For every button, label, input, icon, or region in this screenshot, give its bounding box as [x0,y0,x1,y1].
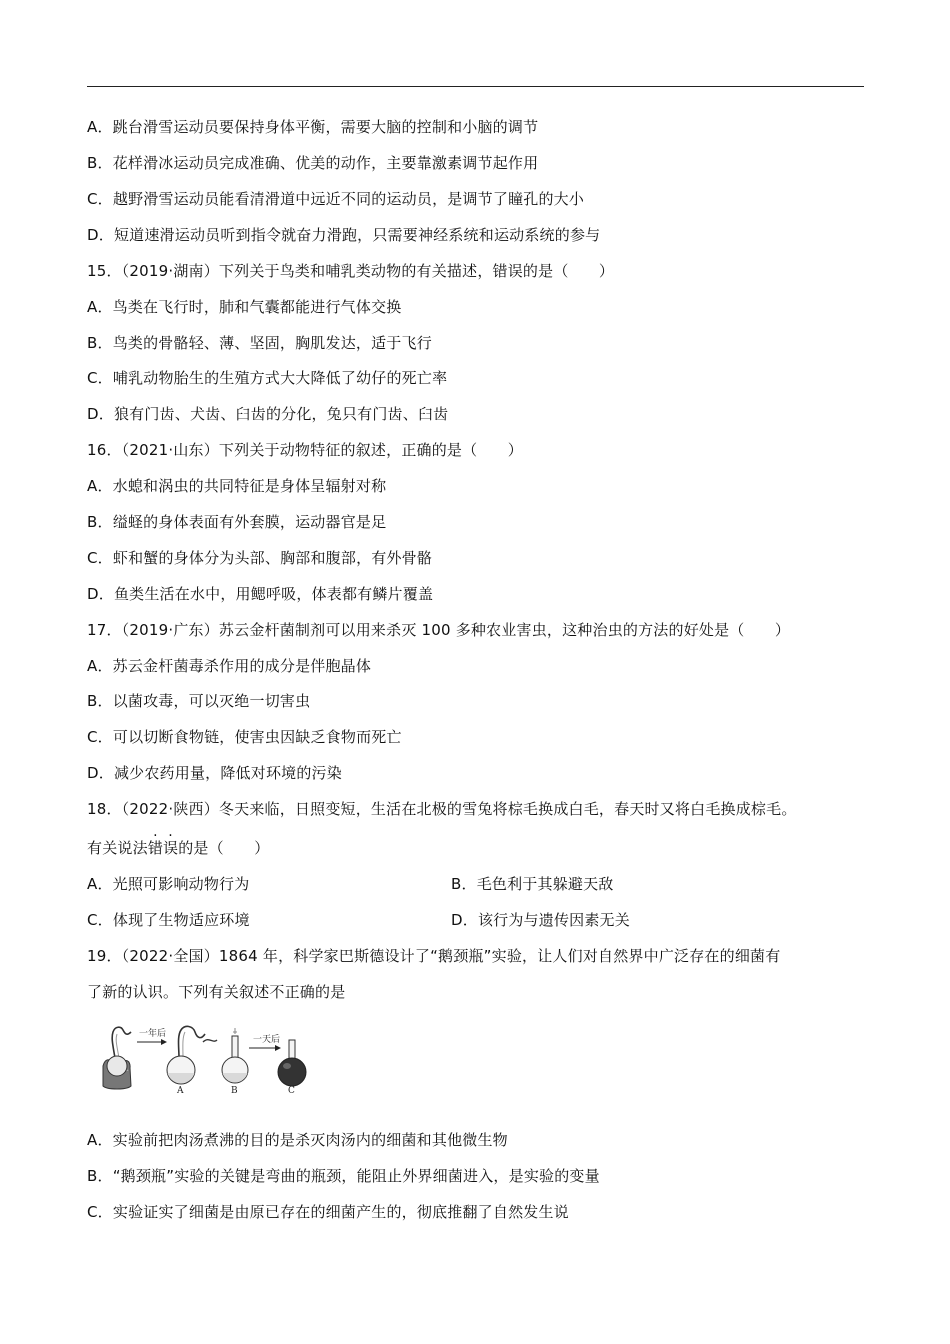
q18-option-d: D．该行为与遗传因素无关 [451,911,630,929]
emph-char-2: 误 [163,839,179,857]
swan-neck-flask-figure [97,1018,327,1094]
q17-option-d: D．减少农药用量，降低对环境的污染 [87,764,342,782]
arrow-one-day [249,1033,281,1051]
q15-option-d: D．狼有门齿、犬齿、臼齿的分化，兔只有门齿、臼齿 [87,405,449,423]
broken-neck-icon [203,1040,217,1042]
q16-option-a: A．水螅和涡虫的共同特征是身体呈辐射对称 [87,477,387,495]
q18-stem-line1: 18．（2022·陕西）冬天来临，日照变短，生活在北极的雪兔将棕毛换成白毛，春天时又将白毛换成棕毛。 [87,800,797,818]
q19-option-c: C．实验证实了细菌是由原已存在的细菌产生的，彻底推翻了自然发生说 [87,1203,569,1221]
q17-stem: 17．（2019·广东）苏云金杆菌制剂可以用来杀灭 100 多种农业害虫，这种治虫的方法的好处是（ ） [87,621,791,639]
arrow-one-day-label: 一天后 [253,1035,281,1045]
q18-stem-emphasis [148,839,178,857]
q14-option-a: A．跳台滑雪运动员要保持身体平衡，需要大脑的控制和小脑的调节 [87,118,539,136]
q18-stem-post: 的是（ ） [178,839,270,857]
q14-option-d: D．短道速滑运动员听到指令就奋力滑跑，只需要神经系统和运动系统的参与 [87,226,601,244]
q18-option-c: C．体现了生物适应环境 [87,911,250,929]
q19-option-b: B．“鹅颈瓶”实验的关键是弯曲的瓶颈，能阻止外界细菌进入，是实验的变量 [87,1167,600,1185]
flask-a-icon [167,1026,205,1094]
q15-option-c: C．哺乳动物胎生的生殖方式大大降低了幼仔的死亡率 [87,369,448,387]
q18-options-row-1 [87,874,614,894]
q19-stem-line1: 19．（2022·全国）1864 年，科学家巴斯德设计了“鹅颈瓶”实验，让人们对自然界中广泛存在的细菌有 [87,947,781,965]
q18-stem-pre: 有关说法 [87,839,148,857]
q16-option-b: B．缢蛏的身体表面有外套膜，运动器官是足 [87,513,387,531]
flask-c-icon [278,1040,306,1094]
q18-option-b: B．毛色利于其躲避天敌 [451,875,614,893]
arrow-one-year-label: 一年后 [139,1029,167,1039]
emph-char-1: 错 [147,839,164,857]
q18-options-row-2 [87,910,630,930]
q14-option-b: B．花样滑冰运动员完成准确、优美的动作，主要靠激素调节起作用 [87,154,539,172]
q15-stem: 15．（2019·湖南）下列关于鸟类和哺乳类动物的有关描述，错误的是（ ） [87,262,615,280]
q18-option-a: A．光照可影响动物行为 [87,875,250,893]
q18-stem-line2 [87,838,269,858]
q19-option-a: A．实验前把肉汤煮沸的目的是杀灭肉汤内的细菌和其他微生物 [87,1131,508,1149]
q17-option-b: B．以菌攻毒，可以灭绝一切害虫 [87,692,311,710]
header-rule [87,86,864,87]
q17-option-c: C．可以切断食物链，使害虫因缺乏食物而死亡 [87,728,402,746]
flask-b-label: B [231,1086,238,1094]
q19-stem-line2: 了新的认识。下列有关叙述不正确的是 [87,983,346,1001]
flask-a-label: A [177,1086,184,1094]
arrow-one-year [137,1027,167,1045]
q15-option-a: A．鸟类在飞行时，肺和气囊都能进行气体交换 [87,298,402,316]
q16-option-d: D．鱼类生活在水中，用鳃呼吸，体表都有鳞片覆盖 [87,585,434,603]
q16-option-c: C．虾和蟹的身体分为头部、胸部和腹部，有外骨骼 [87,549,433,567]
flask-b-icon [222,1028,248,1094]
q17-option-a: A．苏云金杆菌毒杀作用的成分是伴胞晶体 [87,657,372,675]
q16-stem: 16．（2021·山东）下列关于动物特征的叙述，正确的是（ ） [87,441,523,459]
flask-c-label: C [288,1086,295,1094]
q14-option-c: C．越野滑雪运动员能看清滑道中远近不同的运动员，是调节了瞳孔的大小 [87,190,585,208]
q15-option-b: B．鸟类的骨骼轻、薄、坚固，胸肌发达，适于飞行 [87,334,432,352]
